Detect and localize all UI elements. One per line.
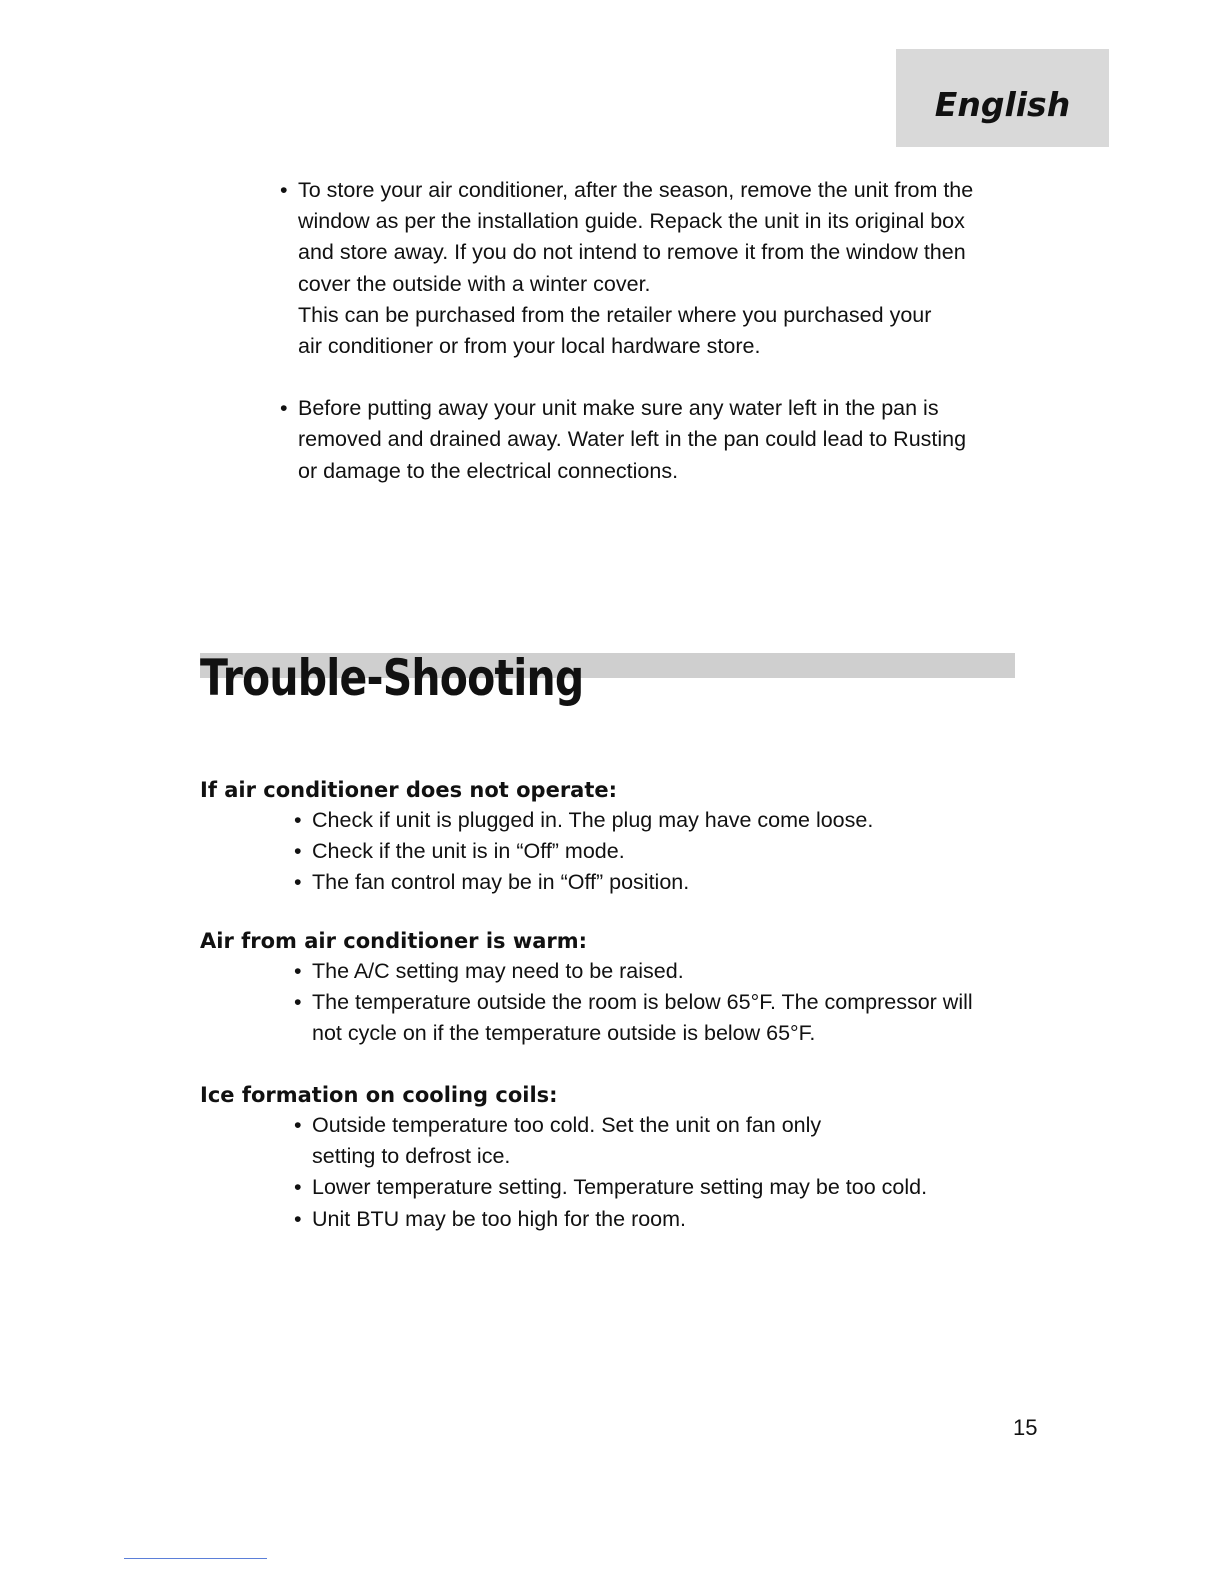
page-number: 15 [1013,1415,1038,1440]
list-item: • The A/C setting may need to be raised. [312,956,1020,987]
list-item: • Outside temperature too cold. Set the unit on fan only setting to defrost ice. [312,1110,1020,1172]
list-item: • The temperature outside the room is below 65°F. The compressor will not cycle on if the temperature outside is below 65°F. [312,987,1020,1049]
troubleshoot-section-warm-air [200,926,1020,1050]
cause-list [200,1110,1020,1235]
troubleshoot-section-ice-formation [200,1080,1020,1235]
cause-list [200,805,1020,899]
language-tab [896,49,1109,147]
storage-note: • Before putting away your unit make sure any water left in the pan is removed and drained away. Water left in the pan could lead to Rusting or damage to the electrical connections. [280,393,1010,487]
list-item: • Check if the unit is in “Off” mode. [312,836,1020,867]
page-title: Trouble-Shooting [200,649,584,707]
language-label: English [934,85,1071,124]
cause-list [200,956,1020,1050]
storage-note: • To store your air conditioner, after the season, remove the unit from the window as per the installation guide. Repack the unit in its original box and store away. If you do not intend to remove it from the window then cover the outside with a winter cover. This can be purchased from the retailer where you purchased your air conditioner or from your local hardware store. [280,175,1010,362]
list-item: • Check if unit is plugged in. The plug may have come loose. [312,805,1020,836]
list-item: • Lower temperature setting. Temperature setting may be too cold. [312,1172,1020,1203]
footer-rule [124,1558,267,1559]
section-heading: Air from air conditioner is warm: [200,929,588,953]
list-item: • Unit BTU may be too high for the room. [312,1204,1020,1235]
storage-notes [280,175,1010,487]
section-heading: Ice formation on cooling coils: [200,1083,558,1107]
list-item: • The fan control may be in “Off” position. [312,867,1020,898]
section-heading: If air conditioner does not operate: [200,778,618,802]
troubleshoot-section-not-operate [200,775,1020,899]
